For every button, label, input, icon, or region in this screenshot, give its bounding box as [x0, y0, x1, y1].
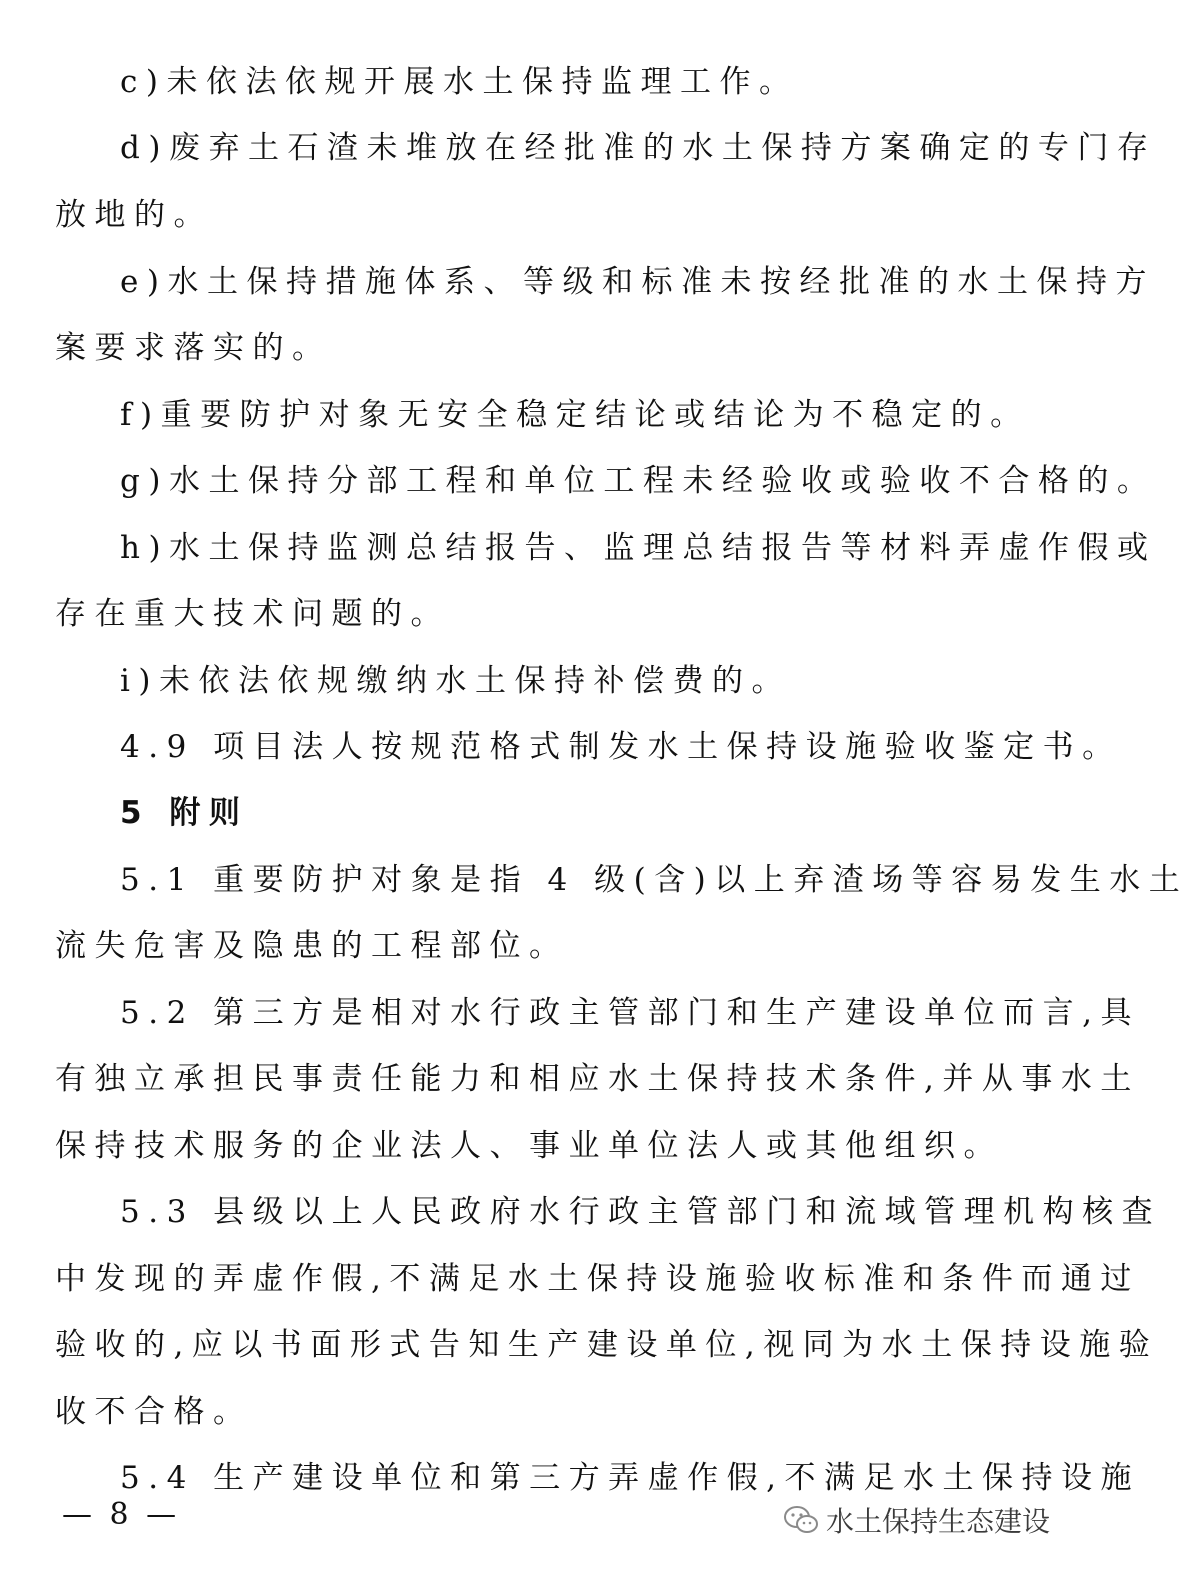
page-number: — 8 — [62, 1497, 181, 1532]
clause-5-2-line-3: 保持技术服务的企业法人、事业单位法人或其他组织。 [55, 1128, 1003, 1164]
item-g: g)水土保持分部工程和单位工程未经验收或验收不合格的。 [120, 463, 1157, 499]
clause-5-3-line-2: 中发现的弄虚作假,不满足水土保持设施验收标准和条件而通过 [55, 1261, 1140, 1297]
item-e-line-2: 案要求落实的。 [55, 330, 332, 366]
item-e-line-1: e)水土保持措施体系、等级和标准未按经批准的水土保持方 [120, 264, 1155, 300]
watermark [782, 1500, 1050, 1540]
clause-5-2-line-1: 5.2 第三方是相对水行政主管部门和生产建设单位而言,具 [120, 995, 1141, 1031]
clause-5-1-line-2: 流失危害及隐患的工程部位。 [55, 928, 569, 964]
section-5-heading: 5 附则 [120, 795, 249, 831]
watermark-text: 水土保持生态建设 [825, 1505, 1050, 1538]
item-h-line-1: h)水土保持监测总结报告、监理总结报告等材料弄虚作假或 [120, 530, 1157, 566]
item-c: c)未依法依规开展水土保持监理工作。 [120, 64, 799, 100]
clause-5-3-line-4: 收不合格。 [55, 1394, 253, 1430]
clause-5-2-line-2: 有独立承担民事责任能力和相应水土保持技术条件,并从事水土 [55, 1061, 1140, 1097]
item-d-line-1: d)废弃土石渣未堆放在经批准的水土保持方案确定的专门存 [120, 130, 1157, 166]
clause-5-1-line-1: 5.1 重要防护对象是指 4 级(含)以上弃渣场等容易发生水土 [120, 862, 1188, 898]
clause-5-4-line-1: 5.4 生产建设单位和第三方弄虚作假,不满足水土保持设施 [120, 1460, 1141, 1496]
clause-5-3-line-3: 验收的,应以书面形式告知生产建设单位,视同为水土保持设施验 [55, 1327, 1159, 1363]
item-h-line-2: 存在重大技术问题的。 [55, 596, 450, 632]
item-i: i)未依法依规缴纳水土保持补偿费的。 [120, 663, 792, 699]
item-d-line-2: 放地的。 [55, 197, 213, 233]
clause-4-9: 4.9 项目法人按规范格式制发水土保持设施验收鉴定书。 [120, 729, 1122, 765]
clause-5-3-line-1: 5.3 县级以上人民政府水行政主管部门和流域管理机构核查 [120, 1194, 1162, 1230]
item-f: f)重要防护对象无安全稳定结论或结论为不稳定的。 [120, 397, 1030, 433]
wechat-icon [782, 1504, 820, 1536]
